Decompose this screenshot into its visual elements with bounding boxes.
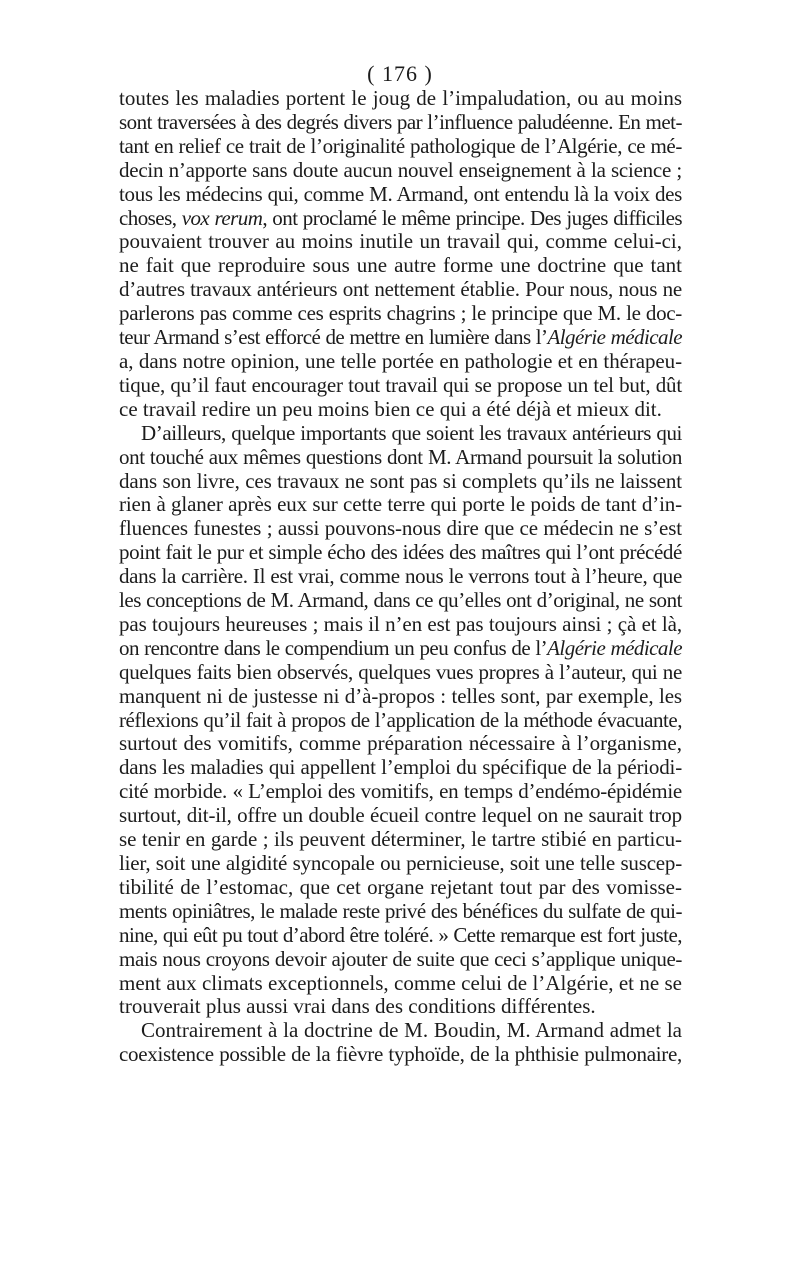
- page-number: ( 176 ): [367, 61, 433, 86]
- text-line: toutes les maladies portent le joug de l’impaludation, ou au moins: [119, 86, 682, 110]
- text-line: ont touché aux mêmes questions dont M. Armand poursuit la solution: [119, 444, 682, 469]
- text-line: se tenir en garde ; ils peuvent déterminer, le tartre stibié en particu-: [119, 827, 682, 852]
- text-line: tant en relief ce trait de l’originalité pathologique de l’Algérie, ce mé-: [119, 133, 682, 158]
- text-line: Contrairement à la doctrine de M. Boudin, M. Armand admet la: [141, 1018, 682, 1043]
- text-line: nine, qui eût pu tout d’abord être toléré. » Cette remarque est fort juste,: [119, 922, 682, 947]
- text-line: sont traversées à des degrés divers par l’influence paludéenne. En met-: [119, 109, 682, 134]
- text-line: trouverait plus aussi vrai dans des conditions différentes.: [119, 994, 596, 1019]
- text-line: D’ailleurs, quelque importants que soient les travaux antérieurs qui: [141, 420, 682, 445]
- text-line: ce travail redire un peu moins bien ce qui a été déjà et mieux dit.: [119, 396, 662, 421]
- text-line: quelques faits bien observés, quelques vues propres à l’auteur, qui ne: [119, 659, 682, 684]
- text-line: réflexions qu’il fait à propos de l’application de la méthode évacuante,: [119, 707, 682, 732]
- text-line: d’autres travaux antérieurs ont nettement établie. Pour nous, nous ne: [119, 277, 682, 302]
- text-line: cité morbide. « L’emploi des vomitifs, en temps d’endémo-épidémie: [119, 779, 682, 804]
- text-line: tous les médecins qui, comme M. Armand, ont entendu là la voix des: [119, 181, 682, 206]
- italic-phrase: vox rerum: [181, 205, 263, 230]
- text-line: dans son livre, ces travaux ne sont pas si complets qu’ils ne laissent: [119, 468, 682, 493]
- text-line: a, dans notre opinion, une telle portée en pathologie et en thérapeu-: [119, 348, 682, 373]
- text-line: pouvaient trouver au moins inutile un travail qui, comme celui-ci,: [119, 229, 682, 254]
- paragraph-1: [119, 87, 682, 422]
- paragraph-2: [119, 422, 682, 1020]
- text-line: tique, qu’il faut encourager tout travail qui se propose un tel but, dût: [119, 372, 682, 397]
- italic-phrase: Algérie médicale: [547, 635, 682, 660]
- text-line: on rencontre dans le compendium un peu confus de l’Algérie médicale: [119, 635, 682, 660]
- text-line: choses, vox rerum, ont proclamé le même principe. Des juges difficiles: [119, 205, 682, 230]
- text-line: parlerons pas comme ces esprits chagrins ; le principe que M. le doc-: [119, 301, 682, 326]
- text-line: ment aux climats exceptionnels, comme celui de l’Algérie, et ne se: [119, 970, 682, 995]
- text-line: teur Armand s’est efforcé de mettre en lumière dans l’Algérie médicale: [119, 325, 682, 350]
- text-line: tibilité de l’estomac, que cet organe rejetant tout par des vomisse-: [119, 874, 682, 899]
- text-line: decin n’apporte sans doute aucun nouvel enseignement à la science ;: [119, 157, 682, 182]
- text-line: ments opiniâtres, le malade reste privé des bénéfices du sulfate de qui-: [119, 898, 682, 923]
- paragraph-3: [119, 1019, 682, 1067]
- text-line: dans les maladies qui appellent l’emploi du spécifique de la périodi-: [119, 755, 682, 780]
- text-line: lier, soit une algidité syncopale ou pernicieuse, soit une telle suscep-: [119, 851, 682, 875]
- text-line: manquent ni de justesse ni d’à-propos : telles sont, par exemple, les: [119, 683, 682, 708]
- italic-phrase: Algérie médicale: [547, 325, 682, 350]
- body-text: [119, 87, 682, 1067]
- text-line: point fait le pur et simple écho des idées des maîtres qui l’ont précédé: [119, 540, 682, 565]
- text-line: pas toujours heureuses ; mais il n’en est pas toujours ainsi ; çà et là,: [119, 611, 682, 636]
- text-line: ne fait que reproduire sous une autre forme une doctrine que tant: [119, 253, 682, 278]
- text-line: surtout des vomitifs, comme préparation nécessaire à l’organisme,: [119, 731, 682, 756]
- text-line: rien à glaner après eux sur cette terre qui porte le poids de tant d’in-: [119, 492, 682, 517]
- text-line: fluences funestes ; aussi pouvons-nous dire que ce médecin ne s’est: [119, 516, 682, 541]
- text-line: surtout, dit-il, offre un double écueil contre lequel on ne saurait trop: [119, 803, 682, 828]
- text-line: les conceptions de M. Armand, dans ce qu’elles ont d’original, ne sont: [119, 588, 682, 613]
- text-line: mais nous croyons devoir ajouter de suite que ceci s’applique unique-: [119, 946, 682, 971]
- text-line: dans la carrière. Il est vrai, comme nous le verrons tout à l’heure, que: [119, 564, 682, 589]
- text-line: coexistence possible de la fièvre typhoïde, de la phthisie pulmonaire,: [119, 1042, 682, 1067]
